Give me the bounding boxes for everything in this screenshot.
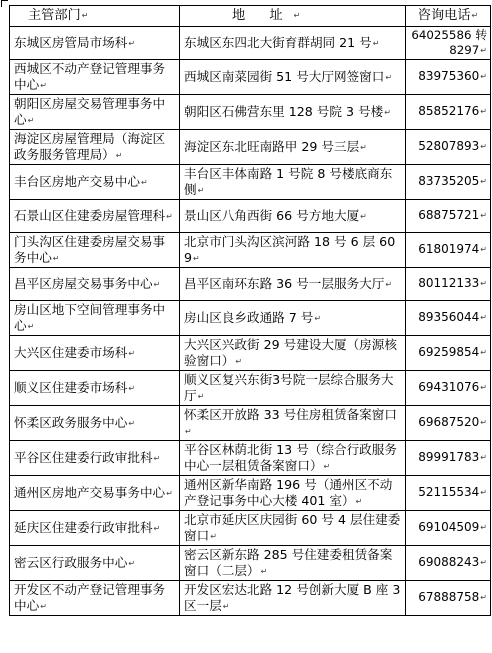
table-row xyxy=(10,371,491,406)
paragraph-mark-icon: ↵ xyxy=(166,211,173,221)
department-cell: 西城区不动产登记管理事务中心↵ xyxy=(10,60,180,95)
address-cell: 北京市延庆区庆园街 60 号 4 层住建委窗口↵ xyxy=(180,511,406,546)
department-cell: 丰台区房地产交易中心↵ xyxy=(10,165,180,200)
paragraph-mark-icon: ↵ xyxy=(323,461,331,471)
department-cell: 海淀区房屋管理局（海淀区政务服务管理局）↵ xyxy=(10,130,180,165)
paragraph-mark-icon: ↵ xyxy=(128,348,136,358)
table-row xyxy=(10,581,491,616)
department-cell: 昌平区房屋交易事务中心↵ xyxy=(10,268,180,301)
address-cell: 昌平区南环东路 36 号一层服务大厅↵ xyxy=(180,268,406,301)
address-cell: 房山区良乡政通路 7 号↵ xyxy=(180,301,406,336)
paragraph-mark-icon: ↵ xyxy=(115,150,123,160)
contact-table xyxy=(9,5,491,616)
address-cell: 景山区八角西街 66 号方地大厦↵ xyxy=(180,200,406,233)
paragraph-mark-icon: ↵ xyxy=(355,496,363,506)
phone-cell: 69088243↵ xyxy=(406,546,491,581)
paragraph-mark-icon: ↵ xyxy=(360,142,367,152)
table-row xyxy=(10,406,491,441)
paragraph-mark-icon: ↵ xyxy=(128,418,136,428)
paragraph-mark-icon: ↵ xyxy=(385,279,393,289)
paragraph-mark-icon: ↵ xyxy=(40,601,47,611)
phone-cell: 83735205↵ xyxy=(406,165,491,200)
address-cell: 东城区东四北大街育群胡同 21 号↵ xyxy=(180,27,406,60)
paragraph-mark-icon: ↵ xyxy=(480,313,487,323)
paragraph-mark-icon: ↵ xyxy=(480,245,487,255)
department-cell: 平谷区住建委行政审批科↵ xyxy=(10,441,180,476)
paragraph-mark-icon: ↵ xyxy=(52,253,60,263)
paragraph-mark-icon: ↵ xyxy=(314,313,322,323)
paragraph-mark-icon: ↵ xyxy=(480,348,487,358)
paragraph-mark-icon: ↵ xyxy=(480,211,487,221)
phone-cell: 67888758↵ xyxy=(406,581,491,616)
paragraph-mark-icon: ↵ xyxy=(480,279,487,289)
paragraph-mark-icon: ↵ xyxy=(153,279,161,289)
phone-cell: 64025586 转 8297↵ xyxy=(406,27,491,60)
table-row xyxy=(10,95,491,130)
table-row xyxy=(10,200,491,233)
table-row xyxy=(10,130,491,165)
table-anchor-mark xyxy=(1,0,8,7)
header-phone: 咨询电话↵ xyxy=(406,6,491,27)
phone-cell: 61801974↵ xyxy=(406,233,491,268)
paragraph-mark-icon: ↵ xyxy=(153,453,161,463)
address-cell: 密云区新东路 285 号住建委租赁备案窗口（二层）↵ xyxy=(180,546,406,581)
paragraph-mark-icon: ↵ xyxy=(480,523,487,533)
phone-cell: 80112133↵ xyxy=(406,268,491,301)
paragraph-mark-icon: ↵ xyxy=(153,523,161,533)
table-body xyxy=(10,27,491,616)
table-row xyxy=(10,511,491,546)
table-row xyxy=(10,60,491,95)
address-cell: 丰台区丰体南路 1 号院 8 号楼底商东侧↵ xyxy=(180,165,406,200)
paragraph-mark-icon: ↵ xyxy=(480,383,487,393)
table-header-row xyxy=(10,6,491,27)
department-cell: 开发区不动产登记管理事务中心↵ xyxy=(10,581,180,616)
paragraph-mark-icon: ↵ xyxy=(480,453,487,463)
paragraph-mark-icon: ↵ xyxy=(166,488,173,498)
department-cell: 门头沟区住建委房屋交易事务中心↵ xyxy=(10,233,180,268)
table-row xyxy=(10,27,491,60)
table-row xyxy=(10,233,491,268)
address-cell: 开发区宏达北路 12 号创新大厦 B 座 3 区一层↵ xyxy=(180,581,406,616)
phone-cell: 69431076↵ xyxy=(406,371,491,406)
paragraph-mark-icon: ↵ xyxy=(193,253,200,263)
department-cell: 顺义区住建委市场科↵ xyxy=(10,371,180,406)
paragraph-mark-icon: ↵ xyxy=(480,488,487,498)
table-row xyxy=(10,165,491,200)
paragraph-mark-icon: ↵ xyxy=(480,558,487,568)
paragraph-mark-icon: ↵ xyxy=(27,115,35,125)
phone-cell: 69104509↵ xyxy=(406,511,491,546)
table-row xyxy=(10,441,491,476)
department-cell: 怀柔区政务服务中心↵ xyxy=(10,406,180,441)
paragraph-mark-icon: ↵ xyxy=(480,177,487,187)
address-cell: 大兴区兴政街 29 号建设大厦（房源核验窗口）↵ xyxy=(180,336,406,371)
address-cell: 怀柔区开放路 33 号住房租赁备案窗口↵ xyxy=(180,406,406,441)
department-cell: 密云区行政服务中心↵ xyxy=(10,546,180,581)
paragraph-mark-icon: ↵ xyxy=(128,383,136,393)
paragraph-mark-icon: ↵ xyxy=(385,72,393,82)
department-cell: 石景山区住建委房屋管理科↵ xyxy=(10,200,180,233)
table-row xyxy=(10,336,491,371)
paragraph-mark-icon: ↵ xyxy=(480,142,487,152)
paragraph-mark-icon: ↵ xyxy=(140,177,148,187)
address-cell: 北京市门头沟区滨河路 18 号 6 层 609↵ xyxy=(180,233,406,268)
phone-cell: 52807893↵ xyxy=(406,130,491,165)
paragraph-mark-icon: ↵ xyxy=(480,593,487,603)
paragraph-mark-icon: ↵ xyxy=(40,80,47,90)
paragraph-mark-icon: ↵ xyxy=(471,11,479,20)
address-cell: 平谷区林荫北街 13 号（综合行政服务中心一层租赁备案窗口）↵ xyxy=(180,441,406,476)
paragraph-mark-icon: ↵ xyxy=(128,558,136,568)
paragraph-mark-icon: ↵ xyxy=(260,566,268,576)
paragraph-mark-icon: ↵ xyxy=(197,185,205,195)
phone-cell: 85852176↵ xyxy=(406,95,491,130)
paragraph-mark-icon: ↵ xyxy=(81,11,89,20)
phone-cell: 52115534↵ xyxy=(406,476,491,511)
paragraph-mark-icon: ↵ xyxy=(185,426,192,436)
paragraph-mark-icon: ↵ xyxy=(480,107,487,117)
paragraph-mark-icon: ↵ xyxy=(480,72,487,82)
paragraph-mark-icon: ↵ xyxy=(360,211,367,221)
header-address: 地 址↵ xyxy=(180,6,406,27)
phone-cell: 69259854↵ xyxy=(406,336,491,371)
paragraph-mark-icon: ↵ xyxy=(128,38,136,48)
department-cell: 房山区地下空间管理事务中心↵ xyxy=(10,301,180,336)
paragraph-mark-icon: ↵ xyxy=(235,356,243,366)
department-cell: 东城区房管局市场科↵ xyxy=(10,27,180,60)
paragraph-mark-icon: ↵ xyxy=(27,321,35,331)
paragraph-mark-icon: ↵ xyxy=(293,11,311,20)
paragraph-mark-icon: ↵ xyxy=(197,391,205,401)
department-cell: 大兴区住建委市场科↵ xyxy=(10,336,180,371)
address-cell: 海淀区东北旺南路甲 29 号三层↵ xyxy=(180,130,406,165)
address-cell: 顺义区复兴东街3号院一层综合服务大厅↵ xyxy=(180,371,406,406)
table-row xyxy=(10,268,491,301)
address-cell: 朝阳区石佛营东里 128 号院 3 号楼↵ xyxy=(180,95,406,130)
paragraph-mark-icon: ↵ xyxy=(480,418,487,428)
phone-cell: 69687520↵ xyxy=(406,406,491,441)
department-cell: 延庆区住建委行政审批科↵ xyxy=(10,511,180,546)
table-row xyxy=(10,476,491,511)
paragraph-mark-icon: ↵ xyxy=(210,531,217,541)
address-cell: 通州区新华南路 196 号（通州区不动产登记事务中心大楼 401 室）↵ xyxy=(180,476,406,511)
phone-cell: 83975360↵ xyxy=(406,60,491,95)
paragraph-mark-icon: ↵ xyxy=(480,45,487,55)
paragraph-mark-icon: ↵ xyxy=(384,107,391,117)
header-department: 主管部门↵ xyxy=(10,6,180,27)
table-row xyxy=(10,546,491,581)
phone-cell: 89356044↵ xyxy=(406,301,491,336)
table-row xyxy=(10,301,491,336)
phone-cell: 68875721↵ xyxy=(406,200,491,233)
paragraph-mark-icon: ↵ xyxy=(372,38,380,48)
department-cell: 朝阳区房屋交易管理事务中心↵ xyxy=(10,95,180,130)
paragraph-mark-icon: ↵ xyxy=(222,601,230,611)
department-cell: 通州区房地产交易事务中心↵ xyxy=(10,476,180,511)
address-cell: 西城区南菜园街 51 号大厅网签窗口↵ xyxy=(180,60,406,95)
phone-cell: 89991783↵ xyxy=(406,441,491,476)
